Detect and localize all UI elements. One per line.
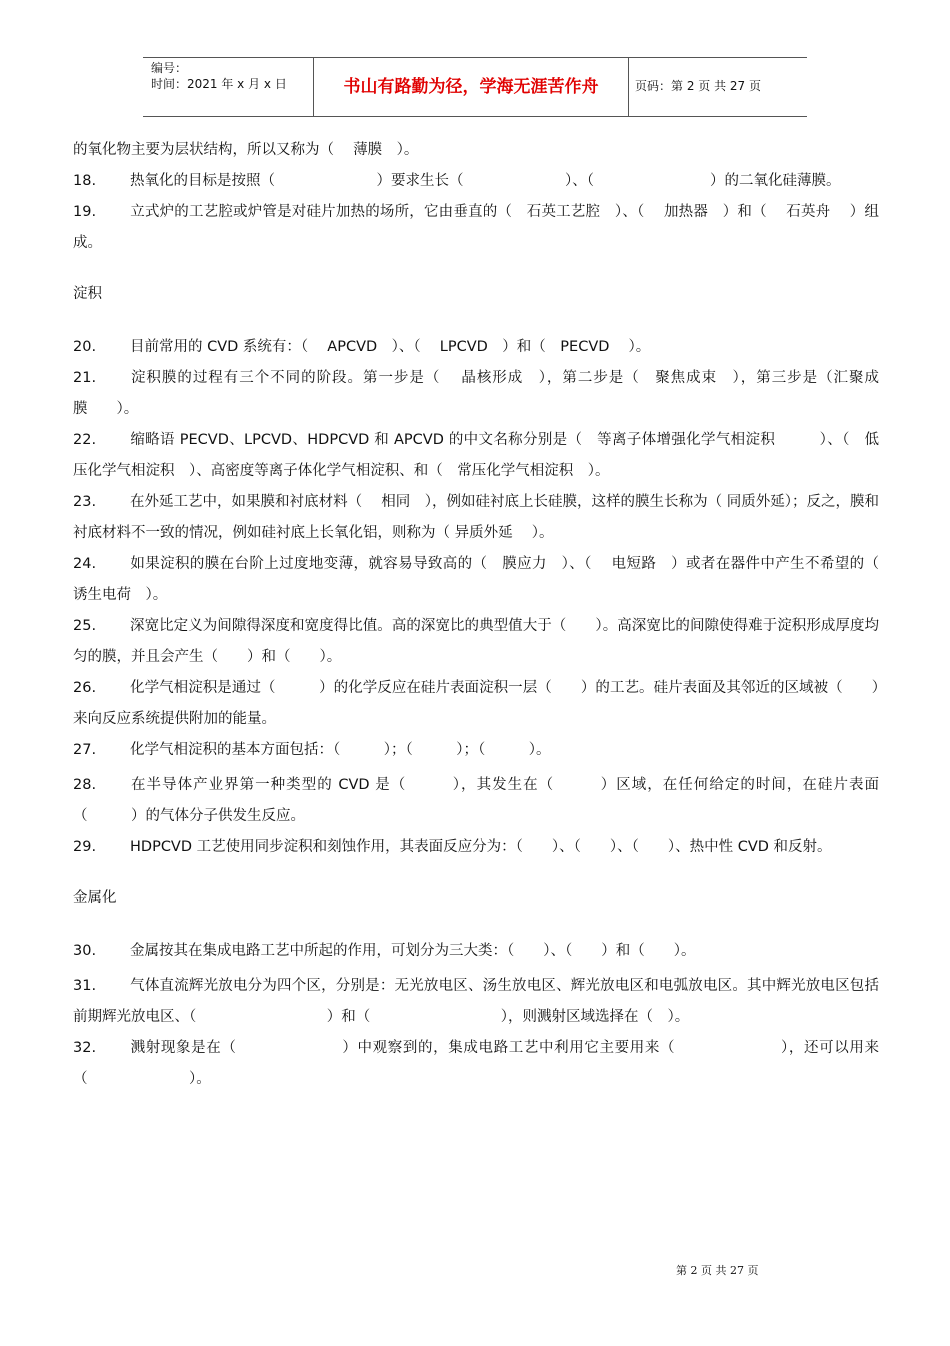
question-number: 26. [73,680,97,696]
question-number: 19. [73,204,97,220]
question-number: 28. [73,777,97,793]
question-text: 溅射现象是在（ ）中观察到的，集成电路工艺中利用它主要用来（ ），还可以用来（ ）。 [73,1040,879,1087]
header-page-label: 页码：第 2 页 共 27 页 [635,79,761,93]
question-item [73,971,879,1033]
question-item [73,673,879,735]
question-text: 目前常用的 CVD 系统有：（ APCVD ）、（ LPCVD ）和（ PECVD ）。 [130,339,651,355]
question-text: 在半导体产业界第一种类型的 CVD 是（ ），其发生在（ ）区域，在任何给定的时间，在硅片表面（ ）的气体分子供发生反应。 [73,777,879,824]
question-number: 23. [73,494,97,510]
question-text: 热氧化的目标是按照（ ）要求生长（ ）、（ ）的二氧化硅薄膜。 [130,173,841,189]
question-item [73,425,879,487]
question-text: 立式炉的工艺腔或炉管是对硅片加热的场所，它由垂直的（ 石英工艺腔 ）、（ 加热器 ）和（ 石英舟 ）组成。 [73,204,879,251]
question-text: 化学气相淀积的基本方面包括：（ ）；（ ）；（ ）。 [130,742,551,758]
doc-time-label: 时间：2021 年 x 月 x 日 [151,77,287,91]
page-header [143,57,807,117]
question-item [73,832,879,863]
question-text: 如果淀积的膜在台阶上过度地变薄，就容易导致高的（ 膜应力 ）、（ 电短路 ）或者在器件中产生不希望的（ 诱生电荷 ）。 [73,556,894,603]
question-item [73,611,879,673]
question-text: 气体直流辉光放电分为四个区，分别是：无光放电区、汤生放电区、辉光放电区和电弧放电区。其中辉光放电区包括前期辉光放电区、（ ）和（ ），则溅射区域选择在（ ）。 [73,978,879,1025]
question-item [73,166,879,197]
question-item [73,197,879,259]
question-number: 22. [73,432,97,448]
question-item [73,735,879,766]
header-page-cell [627,58,807,116]
header-meta-cell [143,58,313,116]
question-text: 化学气相淀积是通过（ ）的化学反应在硅片表面淀积一层（ ）的工艺。硅片表面及其邻近的区域被（ ）来向反应系统提供附加的能量。 [73,680,879,727]
question-number: 31. [73,978,97,994]
question-number: 18. [73,173,97,189]
question-item [73,363,879,425]
question-number: 32. [73,1040,97,1056]
question-number: 29. [73,839,97,855]
question-number: 21. [73,370,97,386]
question-item [73,936,879,967]
question-text: 淀积膜的过程有三个不同的阶段。第一步是（ 晶核形成 ），第二步是（ 聚焦成束 ），第三步是（汇聚成膜 ）。 [73,370,879,417]
question-text: 深宽比定义为间隙得深度和宽度得比值。高的深宽比的典型值大于（ ）。高深宽比的间隙使得难于淀积形成厚度均匀的膜，并且会产生（ ）和（ ）。 [73,618,879,665]
question-number: 20. [73,339,97,355]
header-motto: 书山有路勤为径，学海无涯苦作舟 [343,77,599,97]
question-number: 27. [73,742,97,758]
question-item [73,770,879,832]
header-motto-cell [313,58,629,116]
question-number: 30. [73,943,97,959]
footer-page-number: 第 2 页 共 27 页 [676,1264,759,1277]
doc-number-label: 编号： [151,61,188,75]
question-number: 25. [73,618,97,634]
question-text: 在外延工艺中，如果膜和衬底材料（ 相同 ），例如硅衬底上长硅膜，这样的膜生长称为（ 同质外延）；反之，膜和衬底材料不一致的情况，例如硅衬底上长氧化铝，则称为（ 异质外延 ）。 [73,494,879,541]
question-text: HDPCVD 工艺使用同步淀积和刻蚀作用，其表面反应分为：（ ）、（ ）、（ ）、热中性 CVD 和反射。 [130,839,832,855]
section-heading: 淀积 [73,286,102,302]
question-number: 24. [73,556,97,572]
question-item [73,549,894,611]
question-text: 缩略语 PECVD、LPCVD、HDPCVD 和 APCVD 的中文名称分别是（ 等离子体增强化学气相淀积 ）、（ 低压化学气相淀积 ）、高密度等离子体化学气相淀积、和（ 常压化学气相淀积 ）。 [73,432,879,479]
document-body [73,135,894,1095]
question-item [73,332,879,363]
continued-text: 的氧化物主要为层状结构，所以又称为（ 薄膜 ）。 [73,142,419,158]
question-item [73,487,879,549]
question-text: 金属按其在集成电路工艺中所起的作用，可划分为三大类：（ ）、（ ）和（ ）。 [130,943,696,959]
question-item [73,1033,879,1095]
section-heading: 金属化 [73,890,117,906]
